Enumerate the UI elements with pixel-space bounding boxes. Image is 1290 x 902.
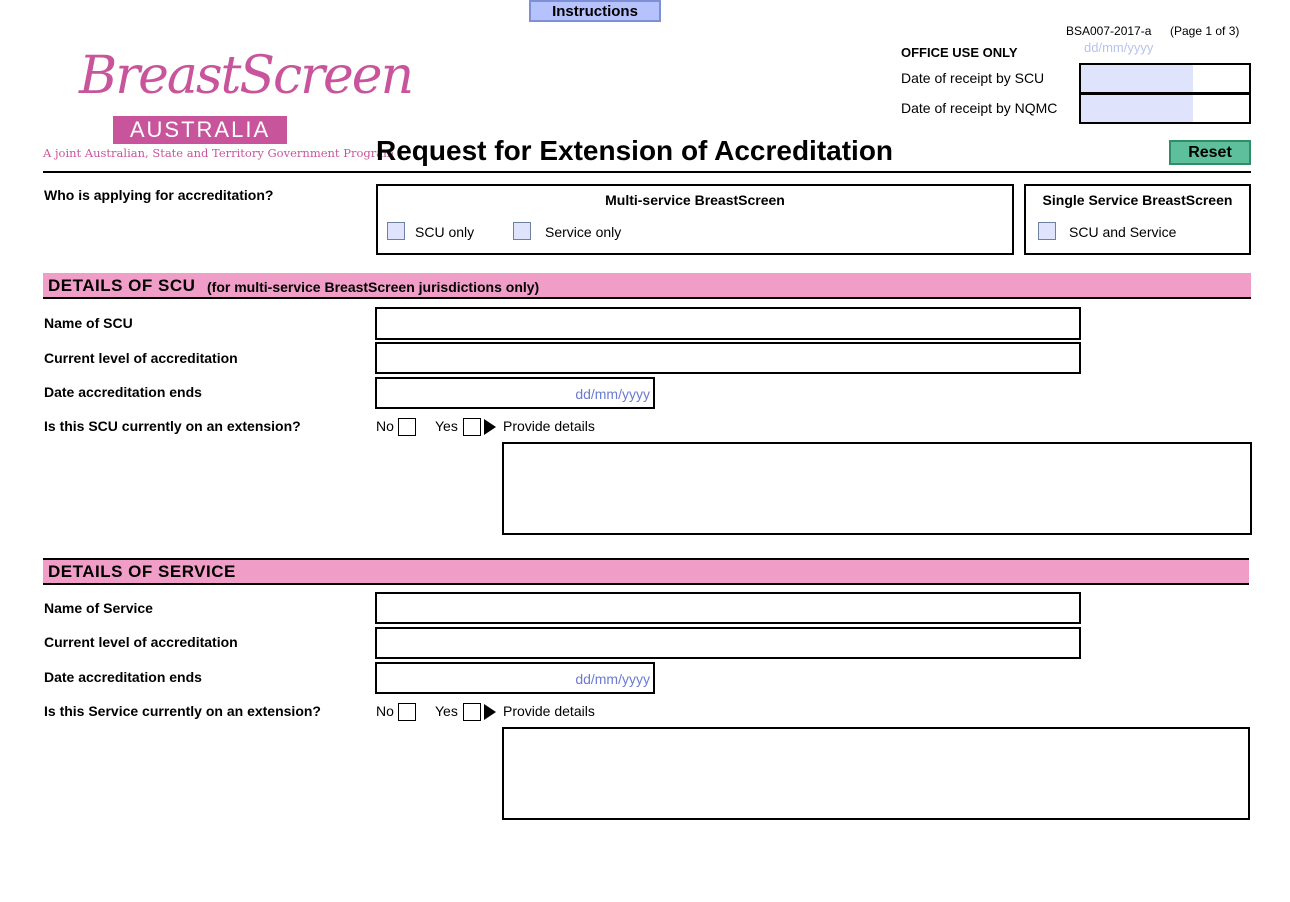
multi-service-box <box>376 184 1014 255</box>
service-yes-label: Yes <box>435 703 458 719</box>
office-date-nqmc-field[interactable] <box>1079 93 1251 124</box>
service-no-checkbox[interactable] <box>398 703 416 721</box>
scu-details-label: Provide details <box>503 418 595 434</box>
scu-details-textarea[interactable] <box>502 442 1252 535</box>
instructions-button[interactable]: Instructions <box>529 0 661 22</box>
service-only-label: Service only <box>545 224 622 240</box>
service-name-input[interactable] <box>375 592 1081 624</box>
service-name-label: Name of Service <box>44 600 153 616</box>
title-divider <box>43 171 1251 173</box>
office-row-label-scu: Date of receipt by SCU <box>901 70 1045 86</box>
scu-level-input[interactable] <box>375 342 1081 374</box>
scu-no-checkbox[interactable] <box>398 418 416 436</box>
service-extension-question: Is this Service currently on an extension? <box>44 703 321 719</box>
scu-and-service-label: SCU and Service <box>1069 224 1177 240</box>
service-date-input[interactable] <box>375 662 655 694</box>
service-details-label: Provide details <box>503 703 595 719</box>
page-indicator: (Page 1 of 3) <box>1170 24 1240 38</box>
service-yes-checkbox[interactable] <box>463 703 481 721</box>
service-only-checkbox[interactable] <box>513 222 531 240</box>
scu-only-label: SCU only <box>415 224 475 240</box>
scu-and-service-checkbox[interactable] <box>1038 222 1056 240</box>
scu-date-input[interactable] <box>375 377 655 409</box>
scu-date-label: Date accreditation ends <box>44 384 202 400</box>
single-service-heading: Single Service BreastScreen <box>1042 192 1233 208</box>
office-date-placeholder: dd/mm/yyyy <box>1084 40 1154 55</box>
scu-no-label: No <box>376 418 394 434</box>
service-date-label: Date accreditation ends <box>44 669 202 685</box>
scu-extension-question: Is this SCU currently on an extension? <box>44 418 301 434</box>
scu-name-input[interactable] <box>375 307 1081 340</box>
multi-service-heading: Multi-service BreastScreen <box>605 192 785 208</box>
page-title: Request for Extension of Accreditation <box>376 135 894 166</box>
scu-section-subtitle: (for multi-service BreastScreen jurisdictions only) <box>207 279 540 295</box>
service-details-textarea[interactable] <box>502 727 1250 820</box>
scu-yes-label: Yes <box>435 418 458 434</box>
office-use-heading: OFFICE USE ONLY <box>901 45 1018 60</box>
service-section-header <box>43 558 1249 585</box>
office-row-label-nqmc: Date of receipt by NQMC <box>901 100 1058 116</box>
logo-tagline: A joint Australian, State and Territory Government Program <box>43 146 394 160</box>
service-arrow-right-icon <box>484 704 496 720</box>
service-date-placeholder: dd/mm/yyyy <box>575 671 650 687</box>
scu-yes-checkbox[interactable] <box>463 418 481 436</box>
office-date-scu-field[interactable] <box>1079 63 1251 94</box>
scu-section-header <box>43 273 1251 299</box>
scu-level-label: Current level of accreditation <box>44 350 238 366</box>
service-no-label: No <box>376 703 394 719</box>
service-level-input[interactable] <box>375 627 1081 659</box>
reset-button[interactable]: Reset <box>1169 140 1251 165</box>
scu-section-title: DETAILS OF SCU <box>48 276 196 295</box>
single-service-box <box>1024 184 1251 255</box>
service-section-title: DETAILS OF SERVICE <box>48 562 236 581</box>
breastscreen-logo <box>43 42 413 164</box>
scu-name-label: Name of SCU <box>44 315 133 331</box>
scu-arrow-right-icon <box>484 419 496 435</box>
service-level-label: Current level of accreditation <box>44 634 238 650</box>
scu-date-placeholder: dd/mm/yyyy <box>575 386 650 402</box>
logo-country: AUSTRALIA <box>113 116 287 144</box>
applicant-question: Who is applying for accreditation? <box>44 187 274 203</box>
scu-only-checkbox[interactable] <box>387 222 405 240</box>
form-code: BSA007-2017-a <box>1066 24 1152 38</box>
logo-brand-name: BreastScreen <box>79 46 413 106</box>
